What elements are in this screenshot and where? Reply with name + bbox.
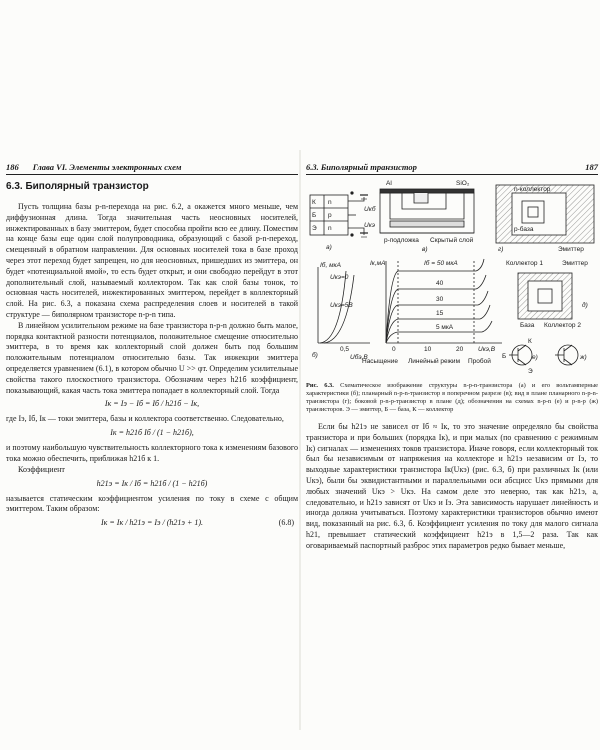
c-xlabel: Uкэ,В: [478, 346, 496, 353]
label-collector1: Коллектор 1: [506, 260, 543, 267]
left-running-head: [6, 162, 298, 175]
section-title: 6.3. Биполярный транзистор: [6, 181, 149, 192]
layer-E: Э: [312, 225, 317, 232]
label-b: б): [312, 352, 318, 359]
caption-label: Рис. 6.3.: [306, 382, 334, 389]
right-paragraph-1: Если бы h21э не зависел от Iб ≈ Iк, то это значение определяло бы свойства транзистора и при больших (порядка Iк), и при малых (по сравнению с режимным Iк) сигналах — изменениях токов транзистора. Иначе говоря, если коллекторный ток был бы независимым от напряжения на коллекторе и h21э независим от Iэ, то выходные характеристики транзистора Iк(Uкэ) (рис. 6.3, б) при различных Iк (или Uкэ), были бы эквидистантными и параллельными оси абсцисс Uкэ прямыми для любых значений Uкэ > Uкэ. На самом деле это неверно, так как h21э, а, следовательно, и h21э зависят от Uкэ и Iэ. Эта зависимость нарушает линейность и иногда должна учитываться. Поэтому характеристики транзисторов обычно имеют вид, показанный на рис. 6.3, б. Коэффициент усиления по току для малого сигнала h21, превышает статический коэффициент h21э в 1,5—2 раза. Так как оговариваемый паспортный разброс этих параметров редко бывает меньше,: [306, 422, 598, 550]
coefficient-label: Коэффициент: [18, 464, 65, 474]
output-characteristics: [386, 259, 502, 345]
symbol-f-base: Б: [502, 353, 507, 360]
symbol-f-collector: К: [528, 338, 532, 345]
label-saturation: Насыщение: [362, 358, 398, 365]
layer-p: p: [328, 212, 332, 219]
b-axis-y: Iб, мкА: [320, 262, 341, 269]
b-uk5: Uкэ=5В: [330, 302, 353, 309]
book-spine: [299, 150, 301, 730]
c-curve-30: 30: [436, 296, 444, 303]
c-x0: 0: [392, 346, 396, 353]
caption-text: Схематическое изображение структуры n-p-n-транзистора (а) и его вольтамперные характеристики (б); планарный n-p-n-транзистор в поперечном разрезе (в); вид в плане планарного n-p-n-транзистора (г); боковой p-n-p-транзистор в плане (д); обозначения на схемах n-p-n (е) и p-n-p (ж) транзисторов. Э — эмиттер, Б — база, К — коллектор: [306, 382, 598, 413]
label-ukb: Uкб: [364, 206, 376, 213]
c-curve-15: 15: [436, 310, 444, 317]
hidden-layer-rect: [390, 221, 464, 227]
c-curve-40: 40: [436, 280, 444, 287]
b-xtick: 0,5: [340, 346, 350, 353]
label-n-coll: n-коллектор: [514, 186, 551, 193]
left-running-title: Глава VI. Элементы электронных схем: [32, 162, 182, 172]
formula-3: h21э = Iк / Iб = h21б / (1 − h21б): [96, 478, 208, 488]
label-al: Al: [386, 180, 392, 187]
label-d: г): [498, 246, 504, 253]
text-after-formula-2: и поэтому наибольшую чувствительность коллекторного тока к изменениям базового тока можно обеспечить, приближая h21б к 1.: [6, 443, 298, 463]
label-breakdown: Пробой: [468, 358, 491, 365]
label-emitter: Эмиттер: [558, 246, 584, 253]
left-page: [6, 162, 298, 533]
label-f: е): [532, 354, 538, 361]
paragraph-2: В линейном усилительном режиме на базе транзистора n-p-n должно быть малое, порядка контактной разности потенциалов, положительное смещение относительно эмиттера, в то время как коллекторный слой должен быть под большим положительным потенциалом относительно базы. Так инжекции эмиттера определяется уравнением (6.1), в котором обычно U >> φт. Определим усилительные свойства такого плоскостного транзистора. Обозначим через h21б коэффициент, показывающий, какая часть тока эмиттера попадает в коллекторный слой. Тогда: [6, 320, 298, 395]
paragraph-1: Пусть толщина базы p-n-перехода на рис. 6.2, а окажется много меньше, чем диффузионная длина. Тогда значительная часть неосновных носителей, инжектированных в базу эмиттером, будет способна пройти всю ее длину. Поместим на конце базы еще один слой полупроводника, образующий с базой p-n-переход, смещенный в обратном направлении. Для основных носителей тока в базе проход через этот переход будет запрещен, но для неосновных, пришедших из эмиттера, он будет «потенциальной ямой», то есть будет открыт, и они свободно перейдут в этот дополнительный слой, называемый коллектором. Так как слой базы тонок, то основная часть носителей, инжектированных эмиттером, перейдет в коллекторный слой. На рис. 6.3, а показана схема распределения слоев и носителей в такой структуре — биполярном транзисторе n-p-n типа.: [6, 202, 298, 319]
label-e: д): [582, 302, 588, 309]
c-x10: 10: [424, 346, 432, 353]
layer-B: Б: [312, 212, 317, 219]
label-a: а): [326, 244, 332, 251]
c-ylabel: Iк,мА: [370, 260, 386, 267]
label-oxide: SiO₂: [456, 180, 470, 187]
right-page: [306, 162, 598, 552]
label-c: в): [422, 246, 428, 253]
equation-number: (6.8): [278, 518, 294, 528]
formula-4-body: Iк = Iк / h21э = Iэ / (h21э + 1).: [100, 518, 204, 528]
label-collector2: Коллектор 2: [544, 322, 581, 329]
figure-6-3: [306, 175, 598, 381]
right-running-head: [306, 162, 598, 175]
formula-1: Iк = Iэ − Iб = Iб / h21б − Iк,: [104, 399, 200, 409]
formula-4: [6, 518, 298, 530]
symbol-f-emitter: Э: [528, 368, 533, 375]
figure-caption: [306, 382, 598, 414]
right-page-number: 187: [585, 162, 598, 172]
figure-drawing: [306, 175, 598, 381]
layer-K: К: [312, 199, 316, 206]
label-linear: Линейный режим: [408, 358, 461, 365]
label-p-base: p-база: [514, 226, 534, 233]
layer-n1: n: [328, 199, 332, 206]
label-hidden-layer: Скрытый слой: [430, 237, 474, 244]
b-xlabel: Uбэ,В: [350, 354, 368, 361]
label-base: База: [520, 322, 535, 329]
b-uk0: Uкэ=0: [330, 274, 349, 281]
label-emitter2: Эмиттер: [562, 260, 588, 267]
label-ukz: Uкэ: [364, 222, 375, 229]
c-ib-top: Iб = 50 мкА: [424, 260, 458, 267]
c-x20: 20: [456, 346, 464, 353]
text-after-formula-1: где Iэ, Iб, Iк — токи эмиттера, базы и коллектора соответственно. Следовательно,: [6, 414, 284, 424]
formula-2: Iк = h21б Iб / (1 − h21б),: [110, 428, 194, 438]
metal-layer: [380, 189, 474, 193]
c-curve-5: 5 мкА: [436, 324, 454, 331]
right-running-title: 6.3. Биполярный транзистор: [306, 162, 417, 172]
text-after-formula-3: называется статическим коэффициентом усиления по току в схеме с общим эмиттером. Таким образом:: [6, 493, 298, 514]
label-p-sub: p-подложка: [384, 237, 419, 244]
left-page-number: 186: [6, 162, 19, 172]
label-g: ж): [580, 354, 587, 361]
layer-n2: n: [328, 225, 332, 232]
